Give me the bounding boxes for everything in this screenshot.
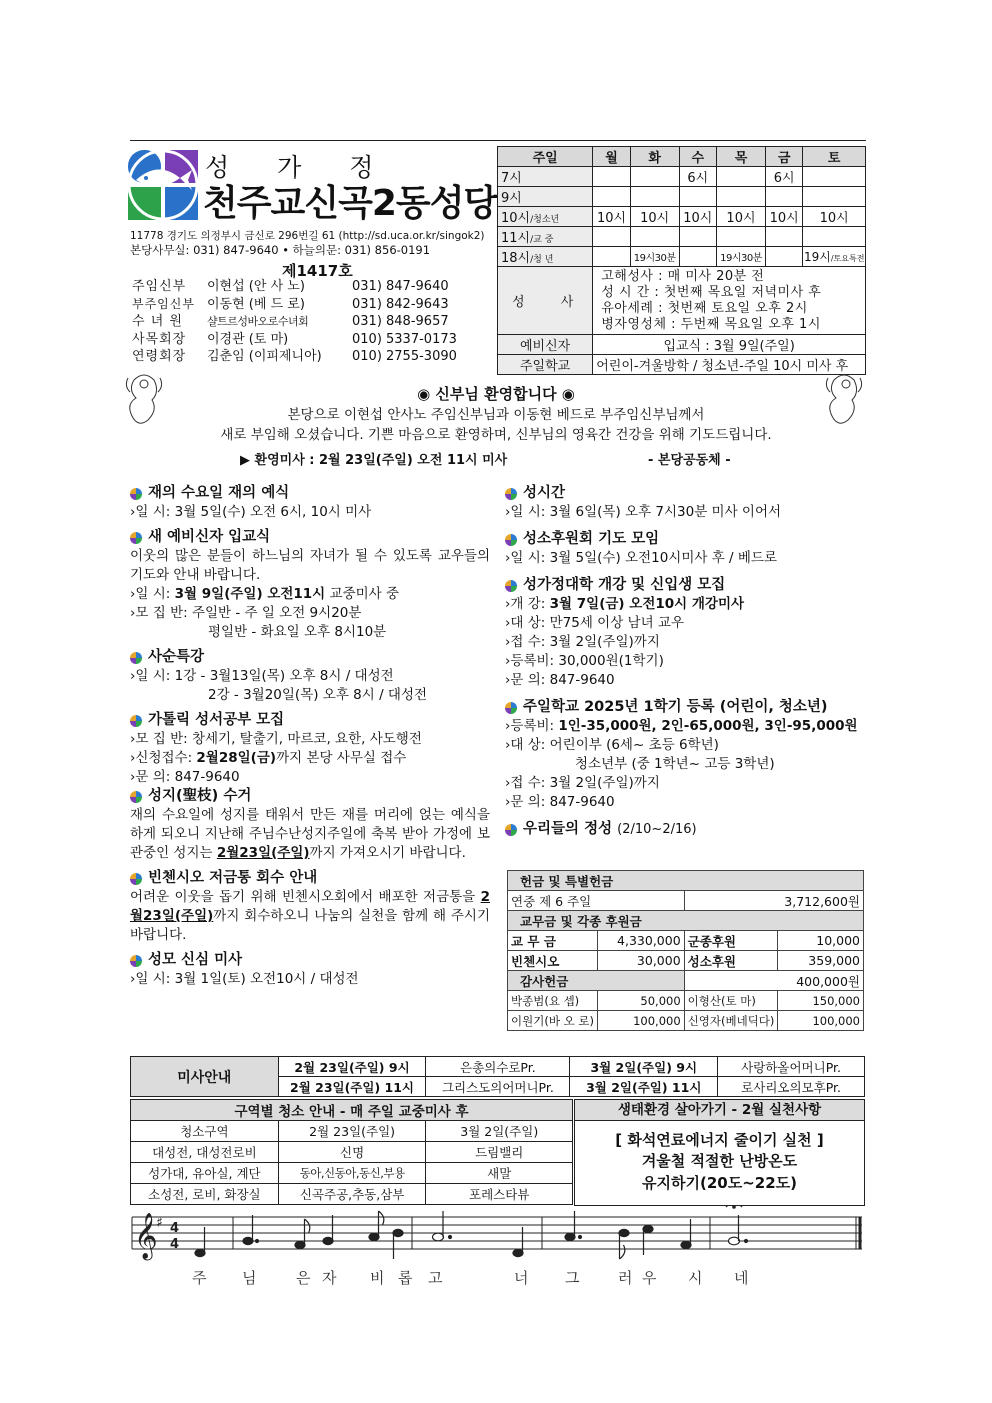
diamond-bullet-icon: [505, 702, 517, 714]
section-line: ›모 집 반: 창세기, 탈출기, 마르코, 요한, 사도행전: [130, 731, 422, 747]
staff-row: [132, 313, 472, 331]
staff-role: 연령회장: [132, 349, 187, 364]
offering-label: 빈첸시오: [508, 951, 598, 971]
eco-headline: [ 화석연료에너지 줄이기 실천 ]: [615, 1131, 824, 1149]
welcome-body: [0, 405, 992, 445]
donor-amount: 100,000: [778, 1011, 864, 1031]
staff-name: 샬트르성바오로수녀회: [207, 315, 309, 328]
cleaning-group: 신명: [278, 1142, 426, 1163]
cleaning-header: 3월 2일(주일): [426, 1121, 573, 1142]
section-line: ›모 집 반: 주일반 - 주 일 오전 9시20분: [130, 605, 362, 621]
mass-guide-label: 미사안내: [131, 1057, 279, 1097]
time-label: 10시/청소년: [498, 207, 593, 227]
section-title: 우리들의 정성 (2/10~2/16): [505, 820, 867, 839]
offering-value: 10,000: [778, 931, 864, 951]
diamond-bullet-icon: [130, 791, 142, 803]
cleaning-area: 성가대, 유아실, 계단: [131, 1163, 279, 1184]
lyric-syllable: 러: [618, 1269, 633, 1287]
schedule-cell: [679, 187, 717, 207]
sacrament-line: 성 시 간 : 첫번째 목요일 저녁미사 후: [601, 284, 822, 300]
time-label: 7시: [498, 167, 593, 187]
lyric-syllable: 자: [322, 1269, 337, 1287]
lyric-syllable: 은: [296, 1269, 311, 1287]
lyric-syllable: 네: [734, 1269, 749, 1287]
offering-table: [507, 870, 864, 1031]
schedule-cell: [593, 187, 631, 207]
donor-amount: 150,000: [778, 991, 864, 1011]
sharp-icon: ♯: [156, 1215, 163, 1231]
offering-header: 교무금 및 각종 후원금: [508, 911, 864, 931]
diamond-bullet-icon: [130, 955, 142, 967]
section-title: 새 예비신자 입교식: [130, 528, 490, 547]
mass-choir: 그리스도의어머니Pr.: [426, 1077, 570, 1097]
lyric-syllable: 롭: [398, 1269, 413, 1287]
lyric-syllable: 비: [370, 1269, 385, 1287]
section-line: ›문 의: 847-9640: [130, 769, 240, 785]
section-line: ›신청접수: 2월28일(금)까지 본당 사무실 접수: [130, 750, 407, 766]
staff-name: 김춘임 (이피제니아): [207, 349, 322, 364]
schedule-row: [498, 227, 866, 247]
section-line: ›일 시: 3월 5일(수) 오전 6시, 10시 미사: [130, 504, 372, 520]
schedule-cell: [803, 227, 866, 247]
top-rule: [130, 140, 866, 141]
section-line: ›등록비: 30,000원(1학기): [505, 653, 664, 669]
donor-name: 이형산(토 마): [684, 991, 778, 1011]
offering-header: 헌금 및 특별헌금: [508, 871, 864, 891]
schedule-row: [498, 167, 866, 187]
cleaning-group: 새말: [426, 1163, 573, 1184]
svg-text:4: 4: [170, 1237, 180, 1252]
day-header: 토: [803, 147, 866, 167]
cleaning-header: 청소구역: [131, 1121, 279, 1142]
schedule-cell: [630, 227, 679, 247]
donor-name: 이원기(바 오 로): [508, 1011, 598, 1031]
mass-choir: 로사리오의모후Pr.: [718, 1077, 865, 1097]
mass-choir: 은총의수로Pr.: [426, 1057, 570, 1077]
donor-amount: 100,000: [597, 1011, 684, 1031]
staff-phone: 031) 848-9657: [352, 314, 449, 329]
sunday-school-label: 주일학교: [498, 355, 593, 375]
schedule-cell: [717, 187, 766, 207]
staff-row: [132, 296, 472, 314]
section-line: ›접 수: 3월 2일(주일)까지: [505, 775, 660, 791]
church-logo-icon: [128, 150, 198, 220]
lyric-syllable: 시: [688, 1269, 703, 1287]
schedule-cell: [765, 227, 803, 247]
schedule-cell: 10시: [803, 207, 866, 227]
section-line: 평일반 - 화요일 오후 8시10분: [208, 624, 387, 640]
section-line: 청소년부 (중 1학년~ 고등 3학년): [575, 756, 775, 772]
lyric-syllable: 고: [428, 1269, 443, 1287]
staff-phone: 031) 842-9643: [352, 296, 449, 312]
offering-value: 30,000: [597, 951, 684, 971]
schedule-cell: [803, 167, 866, 187]
day-header: 목: [717, 147, 766, 167]
cleaning-group: 포레스타뷰: [426, 1184, 573, 1205]
day-header: 금: [765, 147, 803, 167]
staff-name: 이현섭 (안 사 노): [207, 279, 305, 294]
schedule-cell: [593, 227, 631, 247]
offering-label: 성소후원: [684, 951, 778, 971]
mass-guide-table: [130, 1056, 865, 1097]
welcome-community: - 본당공동체 -: [648, 453, 731, 468]
welcome-line: 새로 부임해 오셨습니다. 기쁜 마음으로 환영하며, 신부님의 영육간 건강을 위해 기도드립니다.: [220, 427, 772, 443]
diamond-bullet-icon: [130, 715, 142, 727]
section-line: ›일 시: 1강 - 3월13일(목) 오후 8시 / 대성전: [130, 668, 394, 684]
eco-title: 생태환경 살아가기 - 2월 실천사항: [575, 1100, 864, 1121]
schedule-cell: [679, 247, 717, 267]
section-line: ›문 의: 847-9640: [505, 672, 615, 688]
catechumen-info: 입교식 : 3월 9일(주일): [593, 335, 866, 355]
lyric-syllable: 님: [242, 1269, 257, 1287]
day-header: 화: [630, 147, 679, 167]
section-title: 가톨릭 성서공부 모집: [130, 711, 490, 730]
header-subtitle: 성 가 정: [205, 153, 394, 182]
treble-clef-icon: 𝄞: [134, 1213, 158, 1259]
sacrament-row: [498, 267, 866, 335]
schedule-cell: [630, 187, 679, 207]
schedule-cell: [765, 247, 803, 267]
section-line: ›등록비: 1인-35,000원, 2인-65,000원, 3인-95,000원: [505, 718, 858, 734]
welcome-title: ◉ 신부님 환영합니다 ◉: [417, 385, 575, 403]
time-label: 9시: [498, 187, 593, 207]
mass-date: 3월 2일(주일) 11시: [570, 1077, 718, 1097]
issue-number: 제1417호: [282, 262, 353, 280]
section-title: 주일학교 2025년 1학기 등록 (어린이, 청소년): [505, 698, 867, 717]
offering-value: 4,330,000: [597, 931, 684, 951]
eco-line: 유지하기(20도~22도): [642, 1174, 797, 1192]
schedule-row: [498, 207, 866, 227]
lyric-syllable: 우: [642, 1269, 657, 1287]
schedule-cell: [717, 167, 766, 187]
staff-role: 주임신부: [132, 279, 187, 294]
staff-row: [132, 348, 472, 366]
section-body: 어려운 이웃을 돕기 위해 빈첸시오회에서 배포한 저금통을 2월23일(주일)까지 회수하오니 나눔의 실천을 함께 해 주시기 바랍니다.: [130, 889, 490, 943]
staff-row: [132, 278, 472, 296]
section-line: ›일 시: 3월 5일(수) 오전10시미사 후 / 베드로: [505, 550, 777, 566]
schedule-header-row: [498, 147, 866, 167]
offering-label: 교 무 금: [508, 931, 598, 951]
office-phones: 본당사무실: 031) 847-9640 • 하늘의문: 031) 856-0191: [130, 243, 431, 257]
catechumen-row: [498, 335, 866, 355]
church-name: 천주교신곡2동성당: [203, 183, 498, 224]
staff-list: [132, 278, 472, 366]
cleaning-title: 구역별 청소 안내 - 매 주일 교중미사 후: [131, 1100, 573, 1121]
eco-practice-box: [574, 1099, 865, 1206]
section-line: ›대 상: 만75세 이상 남녀 교우: [505, 615, 684, 631]
section-body: 재의 수요일에 성지를 태워서 만든 재를 머리에 얹는 예식을 하게 되오니 지난해 주님수난성지주일에 축복 받아 가정에 보관중인 성지는 2월23일(주일)까지 가져오시기 바랍니다.: [130, 807, 490, 861]
lyric-syllable: 주: [192, 1269, 207, 1287]
schedule-cell: [593, 247, 631, 267]
sunday-school-row: [498, 355, 866, 375]
staff-phone: 010) 2755-3090: [352, 349, 457, 364]
diamond-bullet-icon: [505, 580, 517, 592]
cleaning-group: 신곡주공,추동,삼부: [278, 1184, 426, 1205]
schedule-cell: [679, 227, 717, 247]
right-column: [505, 484, 867, 839]
section-body: 이웃의 많은 분들이 하느님의 자녀가 될 수 있도록 교우들의 기도와 안내 바랍니다.: [130, 548, 490, 583]
diamond-bullet-icon: [130, 532, 142, 544]
diamond-bullet-icon: [130, 488, 142, 500]
day-header: 월: [593, 147, 631, 167]
mass-choir: 사랑하올어머니Pr.: [718, 1057, 865, 1077]
cleaning-area: 대성전, 대성전로비: [131, 1142, 279, 1163]
staff-role: 부주임신부: [132, 296, 195, 311]
sacrament-line: 병자영성체 : 두번째 목요일 오후 1시: [601, 316, 821, 332]
staff-phone: 010) 5337-0173: [352, 331, 457, 347]
diamond-bullet-icon: [130, 652, 142, 664]
schedule-cell: 10시: [765, 207, 803, 227]
offering-value: 3,712,600원: [684, 891, 863, 911]
cleaning-group: 동아,신동아,동신,부용: [278, 1163, 426, 1184]
time-label: 11시/교 중: [498, 227, 593, 247]
section-title: 성가정대학 개강 및 신입생 모집: [505, 576, 867, 595]
schedule-cell: 10시: [593, 207, 631, 227]
section-line: ›개 강: 3월 7일(금) 오전10시 개강미사: [505, 596, 745, 612]
section-line: 2강 - 3월20일(목) 오후 8시 / 대성전: [208, 687, 428, 703]
offering-value: 359,000: [778, 951, 864, 971]
section-line: ›일 시: 3월 6일(목) 오후 7시30분 미사 이어서: [505, 504, 782, 520]
section-title: 사순특강: [130, 648, 490, 667]
mass-date: 2월 23일(주일) 11시: [278, 1077, 426, 1097]
sunday-school-info: 어린이-겨울방학 / 청소년-주일 10시 미사 후: [593, 355, 866, 375]
section-title: 성지(聖枝) 수거: [130, 787, 490, 806]
diamond-bullet-icon: [505, 488, 517, 500]
offering-label: 군종후원: [684, 931, 778, 951]
cleaning-group: 드림밸리: [426, 1142, 573, 1163]
section-title: 성모 신심 미사: [130, 951, 490, 970]
schedule-cell: [717, 227, 766, 247]
left-column: [130, 484, 490, 989]
section-line: ›대 상: 어린이부 (6세~ 초등 6학년): [505, 737, 719, 753]
day-header: 수: [679, 147, 717, 167]
staff-phone: 031) 847-9640: [352, 279, 449, 294]
donor-name: 박종범(요 셉): [508, 991, 598, 1011]
donor-name: 신영자(베네딕다): [684, 1011, 778, 1031]
schedule-cell: [630, 167, 679, 187]
sacrament-label: 성 사: [498, 267, 593, 335]
address: 11778 경기도 의정부시 금신로 296번길 61 (http://sd.uca.or.kr/singok2): [130, 230, 485, 242]
catechumen-label: 예비신자: [498, 335, 593, 355]
eco-line: 겨울철 적절한 난방온도: [641, 1152, 798, 1170]
offering-value: 400,000원: [684, 971, 863, 991]
section-line: ›일 시: 3월 1일(토) 오전10시 / 대성전: [130, 971, 359, 987]
schedule-cell: 10시: [679, 207, 717, 227]
schedule-cell: [593, 167, 631, 187]
schedule-row: [498, 247, 866, 267]
schedule-cell: [765, 187, 803, 207]
diamond-bullet-icon: [505, 534, 517, 546]
sacrament-line: 유아세례 : 첫번째 토요일 오후 2시: [601, 300, 808, 316]
sacrament-info: [593, 267, 866, 335]
sacrament-line: 고해성사 : 매 미사 20분 전: [601, 268, 765, 284]
mass-date: 3월 2일(주일) 9시: [570, 1057, 718, 1077]
welcome-mass: ▶ 환영미사 : 2월 23일(주일) 오전 11시 미사: [240, 453, 508, 468]
schedule-cell: 19시30분: [717, 247, 766, 267]
schedule-cell: 6시: [765, 167, 803, 187]
cleaning-header: 2월 23일(주일): [278, 1121, 426, 1142]
diamond-bullet-icon: [130, 873, 142, 885]
cleaning-area: 소성전, 로비, 화장실: [131, 1184, 279, 1205]
music-score: [130, 1205, 866, 1295]
schedule-cell: 19시/토요특전: [803, 247, 866, 267]
svg-text:4: 4: [170, 1221, 180, 1236]
section-line: ›접 수: 3월 2일(주일)까지: [505, 634, 660, 650]
mass-date: 2월 23일(주일) 9시: [278, 1057, 426, 1077]
lyric-syllable: 너: [514, 1269, 529, 1287]
staff-name: 이경관 (토 마): [207, 331, 289, 347]
schedule-cell: 10시: [630, 207, 679, 227]
cleaning-table: [130, 1099, 573, 1205]
day-header: 주일: [498, 147, 593, 167]
staff-row: [132, 331, 472, 349]
schedule-cell: [803, 187, 866, 207]
section-line: ›일 시: 3월 9일(주일) 오전11시 교중미사 중: [130, 586, 400, 602]
section-line: ›문 의: 847-9640: [505, 794, 615, 810]
schedule-cell: 19시30분: [630, 247, 679, 267]
staff-name: 이동현 (베 드 로): [207, 296, 305, 312]
schedule-row: [498, 187, 866, 207]
section-title: 빈첸시오 저금통 회수 안내: [130, 869, 490, 888]
staff-role: 사목회장: [132, 331, 187, 347]
offering-label: 연중 제 6 주일: [508, 891, 685, 911]
lyric-syllable: 그: [565, 1269, 580, 1287]
diamond-bullet-icon: [505, 824, 517, 836]
section-title: 성소후원회 기도 모임: [505, 530, 867, 549]
welcome-line: 본당으로 이현섭 안사노 주임신부님과 이동현 베드로 부주임신부님께서: [287, 407, 705, 423]
time-label: 18시/청 년: [498, 247, 593, 267]
donor-amount: 50,000: [597, 991, 684, 1011]
schedule-cell: 10시: [717, 207, 766, 227]
mass-schedule-table: [497, 146, 866, 375]
schedule-cell: 6시: [679, 167, 717, 187]
staff-role: 수 녀 원: [132, 314, 183, 329]
offering-header: 감사헌금: [508, 971, 685, 991]
section-title: 재의 수요일 재의 예식: [130, 484, 490, 503]
section-title: 성시간: [505, 484, 867, 503]
